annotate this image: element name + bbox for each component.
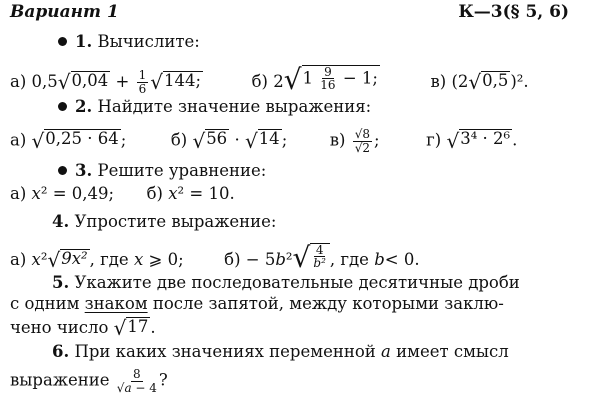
sqrt-icon: √ $\frac{4}{\text{b²}}$ xyxy=(293,242,330,270)
variant-title: Вариант 1 xyxy=(10,2,119,22)
task-4-heading: 4. Упростите выражение: xyxy=(52,212,277,231)
sqrt-icon: √ 9x² xyxy=(47,248,88,272)
task-2-items: а) √ 0,25 · 64 ; б) √ 56 · √ 14 ; в) $\frac{√8}{√2}$ ; г) √ 3⁴ · 2⁶ . xyxy=(10,127,518,155)
task-6-line-1: 6. При каких значениях переменной a имеет смысл xyxy=(52,342,509,361)
task-5-line-2: с одним знаком после запятой, между которыми заклю- xyxy=(10,294,504,313)
sqrt-icon: √ 14 xyxy=(244,128,280,153)
test-code: К—3(§ 5, 6) xyxy=(458,2,569,22)
task-6-line-2: выражение $\frac{8}{√a - 4}$ ? xyxy=(10,367,168,395)
label-a: а) xyxy=(10,72,27,91)
task-1-heading: 1. Вычислите: xyxy=(58,34,200,51)
fraction: $\frac{1}{6}$ xyxy=(138,68,147,96)
sqrt-icon: √ 56 xyxy=(192,128,228,153)
sqrt-icon: √ 3⁴ · 2⁶ xyxy=(446,128,511,153)
label-c: в) xyxy=(430,72,447,91)
task-3-items: а) x² = 0,49; б) x² = 10. xyxy=(10,184,235,203)
bullet-icon xyxy=(58,102,67,111)
fraction: $\frac{8}{√a - 4}$ xyxy=(116,367,157,395)
task-5-text: 5. Укажите две последовательные десятичные дроби xyxy=(52,273,520,292)
task-1-items: а) 0,5 √ 0,04 + $\frac{1}{6}$ √ 144; б) 2 √ 1 $\frac{9}{16}$ − 1; в) (2 √ 0,5 )². xyxy=(10,63,529,96)
task-2-heading: 2. Найдите значение выражения: xyxy=(58,99,371,116)
fraction: $\frac{√8}{√2}$ xyxy=(354,127,371,155)
sqrt-icon: √ 17 xyxy=(113,316,149,340)
sqrt-icon: √ 0,5 xyxy=(468,70,509,94)
bullet-icon xyxy=(58,166,67,175)
task-5-line-3: чено число √ 17 . xyxy=(10,316,156,340)
task-4-items: а) x² √ 9x² , где x ⩾ 0; б) − 5b² √ $\frac{4}{\text{b²}}$ , где b< 0. xyxy=(10,241,420,274)
label-b: б) xyxy=(251,72,268,91)
bullet-icon xyxy=(58,37,67,46)
sqrt-icon: √ 1 $\frac{9}{16}$ − 1; xyxy=(283,63,378,96)
sqrt-icon: √ 0,04 xyxy=(57,70,109,94)
sqrt-icon: √ 0,25 · 64 xyxy=(31,128,119,153)
task-3-heading: 3. Решите уравнение: xyxy=(58,163,266,180)
sqrt-icon: √ 144; xyxy=(150,70,202,94)
